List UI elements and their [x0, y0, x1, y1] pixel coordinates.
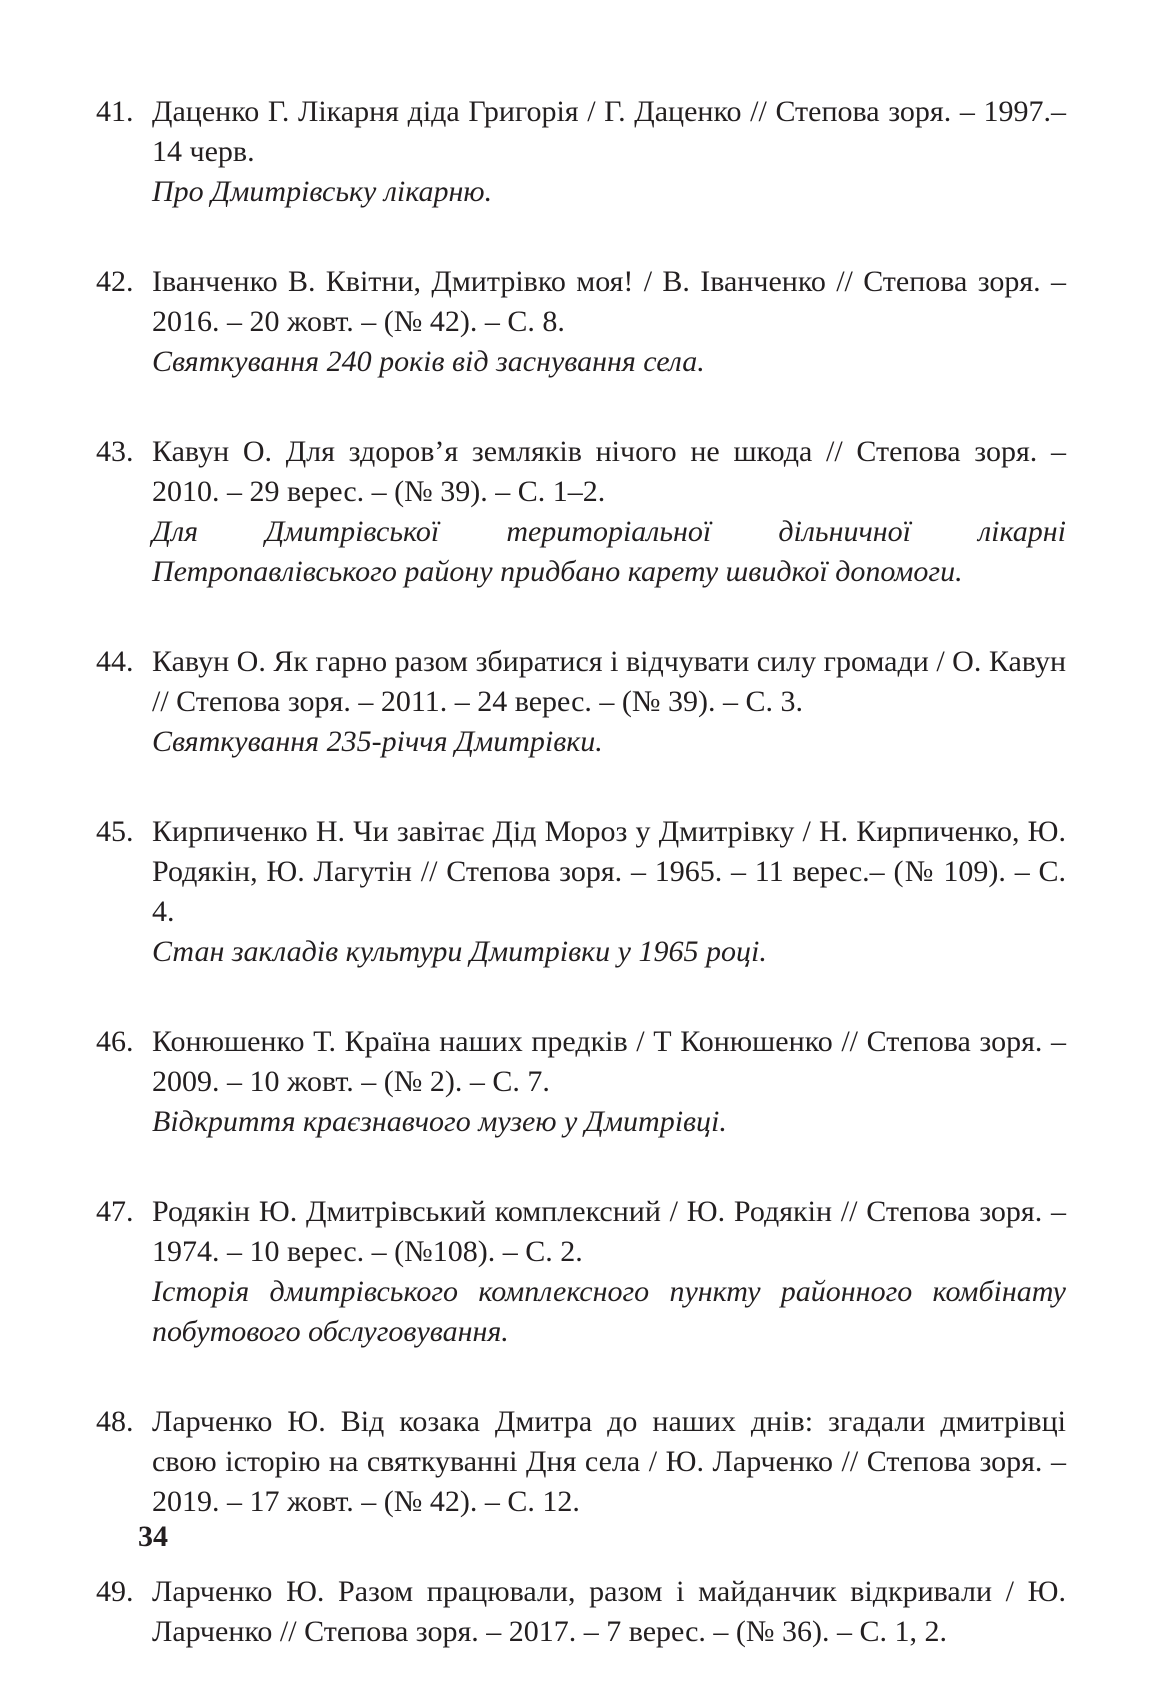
- entry-number: 49.: [96, 1575, 134, 1608]
- entry-citation: Даценко Г. Лікарня діда Григорія / Г. Даценко // Степова зоря. – 1997.– 14 черв.: [152, 95, 1066, 168]
- entry-number: 42.: [96, 265, 134, 298]
- entry-citation: Іванченко В. Квітни, Дмитрівко моя! / В. Іванченко // Степова зоря. – 2016. – 20 жовт. – (№ 42). – С. 8.: [152, 265, 1066, 338]
- bibliography-entry: [96, 1022, 1066, 1142]
- page-number: 34: [138, 1520, 168, 1553]
- entry-body: [152, 642, 1066, 762]
- entry-number: 46.: [96, 1025, 134, 1058]
- bibliography-entry: [96, 262, 1066, 382]
- entry-citation: Кирпиченко Н. Чи завітає Дід Мороз у Дмитрівку / Н. Кирпиченко, Ю. Родякін, Ю. Лагутін // Степова зоря. – 1965. – 11 верес.– (№ 109). – С. 4.: [152, 815, 1066, 928]
- entry-annotation: Святкування 235-річчя Дмитрівки.: [152, 725, 603, 758]
- entry-citation: Ларченко Ю. Від козака Дмитра до наших днів: згадали дмитрівці свою історію на святкуванні Дня села / Ю. Ларченко // Степова зоря. – 2019. – 17 жовт. – (№ 42). – С. 12.: [152, 1405, 1066, 1518]
- bibliography-entry: [96, 812, 1066, 972]
- entry-body: [152, 1402, 1066, 1522]
- entry-number: 43.: [96, 435, 134, 468]
- entry-body: [152, 812, 1066, 972]
- bibliography-entry: [96, 432, 1066, 592]
- entry-number: 47.: [96, 1195, 134, 1228]
- entry-body: [152, 262, 1066, 382]
- entry-number: 45.: [96, 815, 134, 848]
- entry-citation: Ларченко Ю. Разом працювали, разом і майданчик відкривали / Ю. Ларченко // Степова зоря. – 2017. – 7 верес. – (№ 36). – С. 1, 2.: [152, 1575, 1066, 1648]
- entry-annotation: Відкриття краєзнавчого музею у Дмитрівці.: [152, 1105, 727, 1138]
- bibliography-entry: [96, 642, 1066, 762]
- bibliography-entry: [96, 1572, 1066, 1652]
- entry-body: [152, 1192, 1066, 1352]
- entry-citation: Кавун О. Для здоров’я земляків нічого не шкода // Степова зоря. – 2010. – 29 верес. – (№ 39). – С. 1–2.: [152, 435, 1066, 508]
- bibliography-entry: [96, 1192, 1066, 1352]
- entry-citation: Конюшенко Т. Країна наших предків / Т Конюшенко // Степова зоря. – 2009. – 10 жовт. – (№ 2). – С. 7.: [152, 1025, 1066, 1098]
- entry-body: [152, 432, 1066, 592]
- entry-number: 41.: [96, 95, 134, 128]
- entry-body: [152, 1572, 1066, 1652]
- entry-annotation: Про Дмитрівську лікарню.: [152, 175, 493, 208]
- entry-annotation: Стан закладів культури Дмитрівки у 1965 році.: [152, 935, 767, 968]
- bibliography-list: [96, 92, 1066, 1702]
- bibliography-entry: [96, 1402, 1066, 1522]
- entry-body: [152, 92, 1066, 212]
- entry-number: 44.: [96, 645, 134, 678]
- entry-annotation: Святкування 240 років від заснування села.: [152, 345, 705, 378]
- entry-citation: Родякін Ю. Дмитрівський комплексний / Ю. Родякін // Степова зоря. – 1974. – 10 верес. – (№108). – С. 2.: [152, 1195, 1066, 1268]
- entry-number: 48.: [96, 1405, 134, 1438]
- entry-citation: Кавун О. Як гарно разом збиратися і відчувати силу громади / О. Кавун // Степова зоря. – 2011. – 24 верес. – (№ 39). – С. 3.: [152, 645, 1066, 718]
- entry-annotation: Історія дмитрівського комплексного пункту районного комбінату побутового обслуговування.: [152, 1275, 1066, 1348]
- entry-body: [152, 1022, 1066, 1142]
- entry-annotation: Для Дмитрівської територіальної дільничної лікарні Петропавлівського району придбано карету швидкої допомоги.: [152, 515, 1066, 588]
- bibliography-entry: [96, 92, 1066, 212]
